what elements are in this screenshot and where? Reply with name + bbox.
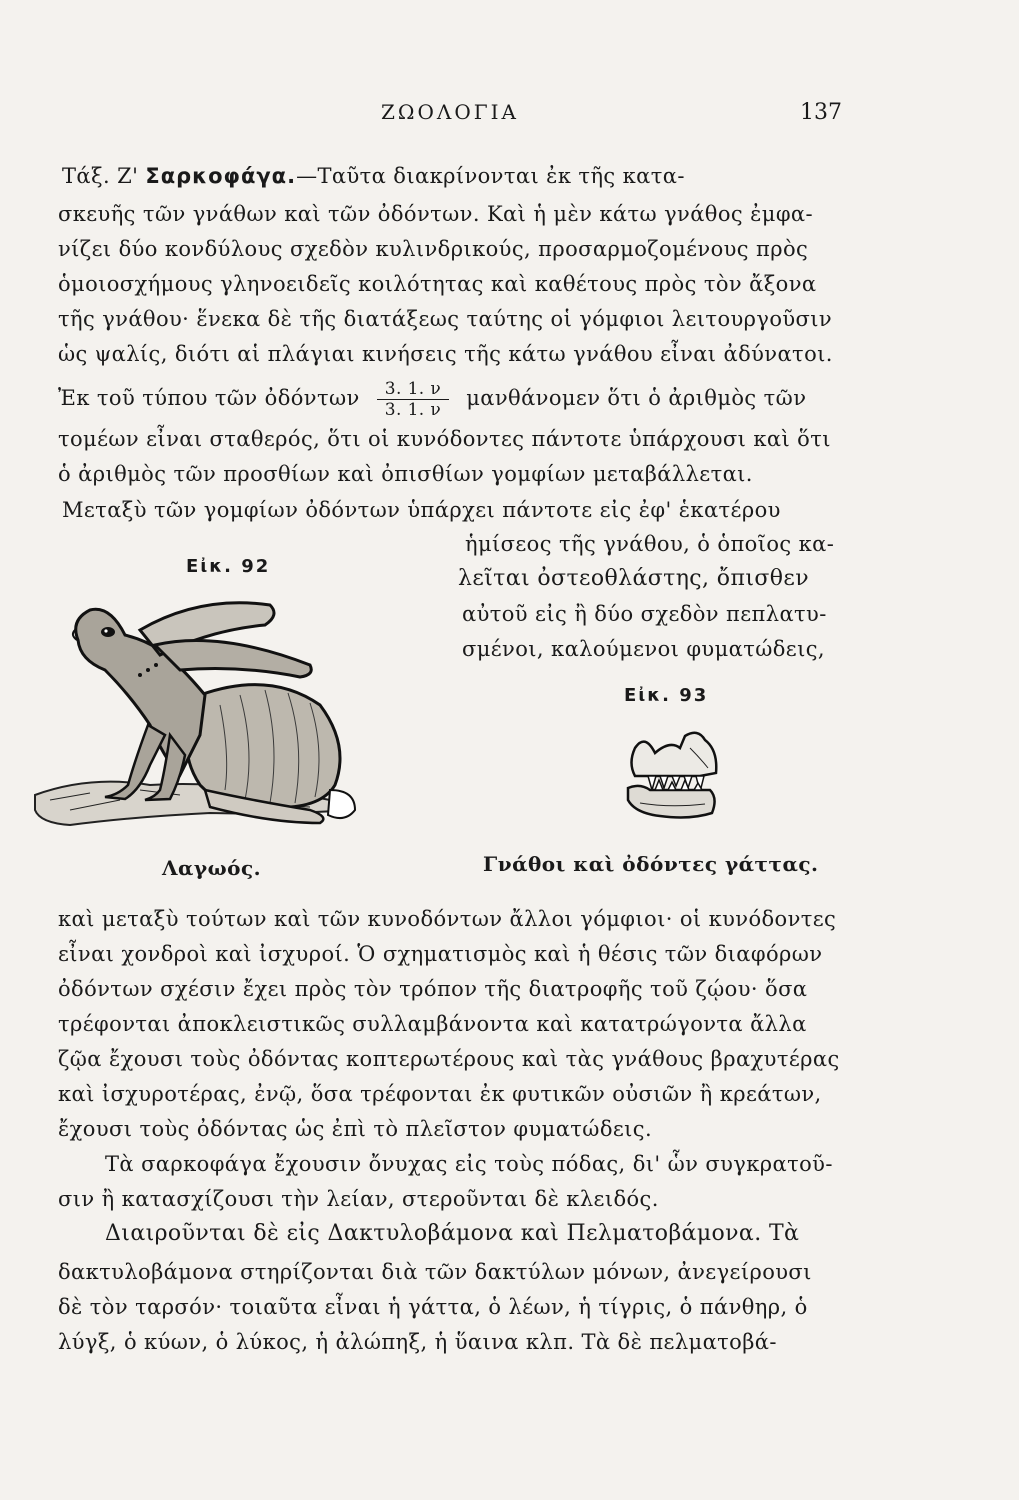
text-line: τῆς γνάθου· ἕνεκα δὲ τῆς διατάξεως ταύτης οἱ γόμφιοι λειτουργοῦσιν <box>58 307 833 331</box>
dental-formula <box>377 380 449 419</box>
intro-line: —Ταῦτα διακρίνονται ἐκ τῆς κατα- <box>296 164 685 188</box>
text-line: λύγξ, ὁ κύων, ὁ λύκος, ἡ ἀλώπηξ, ἡ ὕαινα κλπ. Τὰ δὲ πελματοβά- <box>58 1330 777 1354</box>
running-header: ΖΩΟΛΟΓΙΑ <box>381 100 519 124</box>
text-line: καὶ ἰσχυροτέρας, ἐνῷ, ὅσα τρέφονται ἐκ φυτικῶν οὐσιῶν ἢ κρεάτων, <box>58 1082 822 1106</box>
text-line: σιν ἢ κατασχίζουσι τὴν λείαν, στεροῦνται δὲ κλειδός. <box>58 1187 659 1211</box>
text-line: καὶ μεταξὺ τούτων καὶ τῶν κυνοδόντων ἄλλοι γόμφιοι· οἱ κυνόδοντες <box>58 907 837 931</box>
text-line: εἶναι χονδροὶ καὶ ἰσχυροί. Ὁ σχηματισμὸς καὶ ἡ θέσις τῶν διαφόρων <box>58 942 823 966</box>
side-text-line: ἡμίσεος τῆς γνάθου, ὁ ὁποῖος κα- <box>465 532 835 556</box>
text-line <box>62 162 862 190</box>
side-text-line: σμένοι, καλούμενοι φυματώδεις, <box>462 637 825 661</box>
text-line: ὡς ψαλίς, διότι αἱ πλάγιαι κινήσεις τῆς κάτω γνάθου εἶναι ἀδύνατοι. <box>58 342 833 366</box>
text-line: δὲ τὸν ταρσόν· τοιαῦτα εἶναι ἡ γάττα, ὁ λέων, ἡ τίγρις, ὁ πάνθηρ, ὁ <box>58 1295 808 1319</box>
page-number: 137 <box>800 100 842 125</box>
hare-illustration <box>30 585 370 845</box>
text-line: τομέων εἶναι σταθερός, ὅτι οἱ κυνόδοντες πάντοτε ὑπάρχουσι καὶ ὅτι <box>58 427 831 451</box>
text-line: τρέφονται ἀποκλειστικῶς συλλαμβάνοντα καὶ κατατρώγοντα ἄλλα <box>58 1012 807 1036</box>
text-line: ζῷα ἔχουσι τοὺς ὀδόντας κοπτερωτέρους καὶ τὰς γνάθους βραχυτέρας <box>58 1047 840 1071</box>
text-line: Μεταξὺ τῶν γομφίων ὀδόντων ὑπάρχει πάντοτε εἰς ἐφ' ἑκατέρου <box>62 498 781 522</box>
figure-93-caption: Γνάθοι καὶ ὀδόντες γάττας. <box>483 852 819 876</box>
text-line: ὁμοιοσχήμους γληνοειδεῖς κοιλότητας καὶ καθέτους πρὸς τὸν ἄξονα <box>58 272 817 296</box>
figure-92-caption: Λαγωός. <box>162 856 262 880</box>
text-line: Τὰ σαρκοφάγα ἔχουσιν ὄνυχας εἰς τοὺς πόδας, δι' ὧν συγκρατοῦ- <box>105 1152 833 1176</box>
order-label: Τάξ. Ζ' <box>62 164 139 188</box>
text-line: ἔχουσι τοὺς ὀδόντας ὡς ἐπὶ τὸ πλεῖστον φυματώδεις. <box>58 1117 653 1141</box>
formula-numerator: 3. 1. ν <box>377 380 449 400</box>
text-line: Διαιροῦνται δὲ εἰς Δακτυλοβάμονα καὶ Πελματοβάμονα. Τὰ <box>105 1221 800 1246</box>
side-text-line: λεῖται ὀστεοθλάστης, ὄπισθεν <box>458 566 809 591</box>
figure-92-label: Εἰκ. 92 <box>186 556 271 577</box>
formula-denominator: 3. 1. ν <box>384 400 442 420</box>
order-name: Σαρκοφάγα. <box>145 164 297 188</box>
side-text-line: αὐτοῦ εἰς ἢ δύο σχεδὸν πεπλατυ- <box>462 602 827 626</box>
formula-suffix: μανθάνομεν ὅτι ὁ ἀριθμὸς τῶν <box>466 386 807 410</box>
figure-93-label: Εἰκ. 93 <box>624 685 709 706</box>
text-line: ὀδόντων σχέσιν ἔχει πρὸς τὸν τρόπον τῆς διατροφῆς τοῦ ζῴου· ὅσα <box>58 977 808 1001</box>
text-line: νίζει δύο κονδύλους σχεδὸν κυλινδρικούς, προσαρμοζομένους πρὸς <box>58 237 809 261</box>
text-line: σκευῆς τῶν γνάθων καὶ τῶν ὀδόντων. Καὶ ἡ μὲν κάτω γνάθος ἐμφα- <box>58 202 814 226</box>
formula-line <box>58 380 858 419</box>
text-line: ὁ ἀριθμὸς τῶν προσθίων καὶ ὀπισθίων γομφίων μεταβάλλεται. <box>58 462 753 486</box>
formula-prefix: Ἐκ τοῦ τύπου τῶν ὀδόντων <box>58 386 360 410</box>
text-line: δακτυλοβάμονα στηρίζονται διὰ τῶν δακτύλων μόνων, ἀνεγείρουσι <box>58 1260 812 1284</box>
cat-jaws-illustration <box>620 728 730 828</box>
